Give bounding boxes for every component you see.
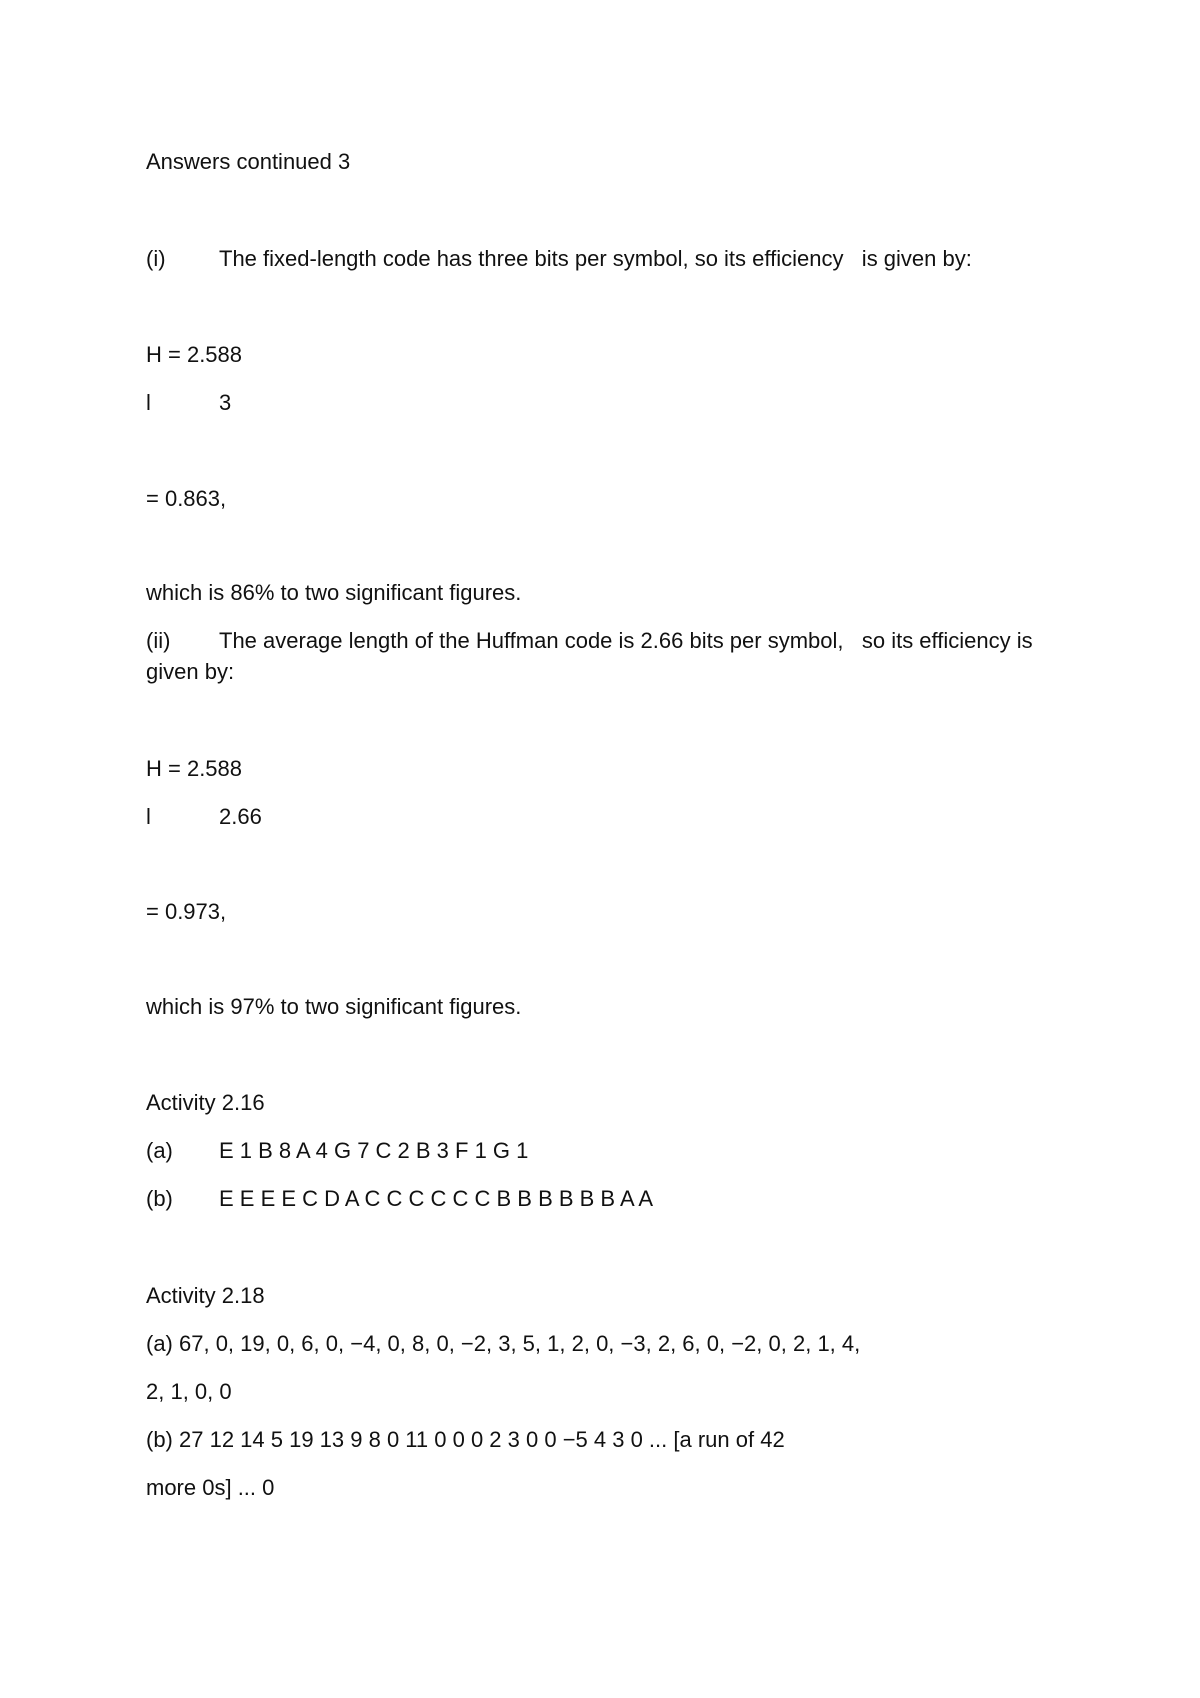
part-i-fraction-numerator: H = 2.588	[146, 342, 243, 367]
activity-2-18-b-line-1: (b) 27 12 14 5 19 13 9 8 0 11 0 0 0 2 3 0 0 −5 4 3 0 ... [a run of 42	[146, 1427, 785, 1452]
part-i-den-left: l	[146, 390, 151, 415]
activity-2-16-a-text: E 1 B 8 A 4 G 7 C 2 B 3 F 1 G 1	[219, 1138, 529, 1163]
activity-2-18-title: Activity 2.18	[146, 1283, 265, 1308]
part-ii-result: = 0.973,	[146, 899, 227, 924]
part-ii-den-right: 2.66	[219, 804, 262, 829]
part-ii-text: The average length of the Huffman code is 2.66 bits per symbol, so its efficiency is given by:	[146, 628, 1039, 684]
part-i-conclusion: which is 86% to two significant figures.	[146, 580, 522, 605]
part-i-fraction-denominator	[146, 388, 231, 419]
activity-2-16-b-text: E E E E C D A C C C C C C B B B B B B A A	[219, 1186, 654, 1211]
activity-2-18-b-line-2: more 0s] ... 0	[146, 1475, 275, 1500]
part-ii-paragraph	[146, 626, 1046, 688]
part-i-text: The fixed-length code has three bits per symbol, so its efficiency is given by:	[219, 246, 972, 271]
part-ii-fraction-denominator	[146, 802, 262, 833]
part-ii-den-left: l	[146, 804, 151, 829]
activity-2-18-a-line-1: (a) 67, 0, 19, 0, 6, 0, −4, 0, 8, 0, −2, 3, 5, 1, 2, 0, −3, 2, 6, 0, −2, 0, 2, 1, 4,	[146, 1331, 861, 1356]
activity-2-16-title: Activity 2.16	[146, 1090, 265, 1115]
activity-2-16-b	[146, 1184, 653, 1215]
part-i-result: = 0.863,	[146, 486, 227, 511]
part-ii-label: (ii)	[146, 628, 171, 653]
part-ii-fraction-numerator: H = 2.588	[146, 756, 243, 781]
activity-2-16-a	[146, 1136, 528, 1167]
page-heading: Answers continued 3	[146, 149, 351, 174]
part-ii-conclusion: which is 97% to two significant figures.	[146, 994, 522, 1019]
activity-2-18-a-line-2: 2, 1, 0, 0	[146, 1379, 232, 1404]
activity-2-16-a-label: (a)	[146, 1138, 173, 1163]
activity-2-16-b-label: (b)	[146, 1186, 173, 1211]
part-i-line	[146, 244, 972, 275]
part-i-label: (i)	[146, 246, 166, 271]
part-i-den-right: 3	[219, 390, 232, 415]
